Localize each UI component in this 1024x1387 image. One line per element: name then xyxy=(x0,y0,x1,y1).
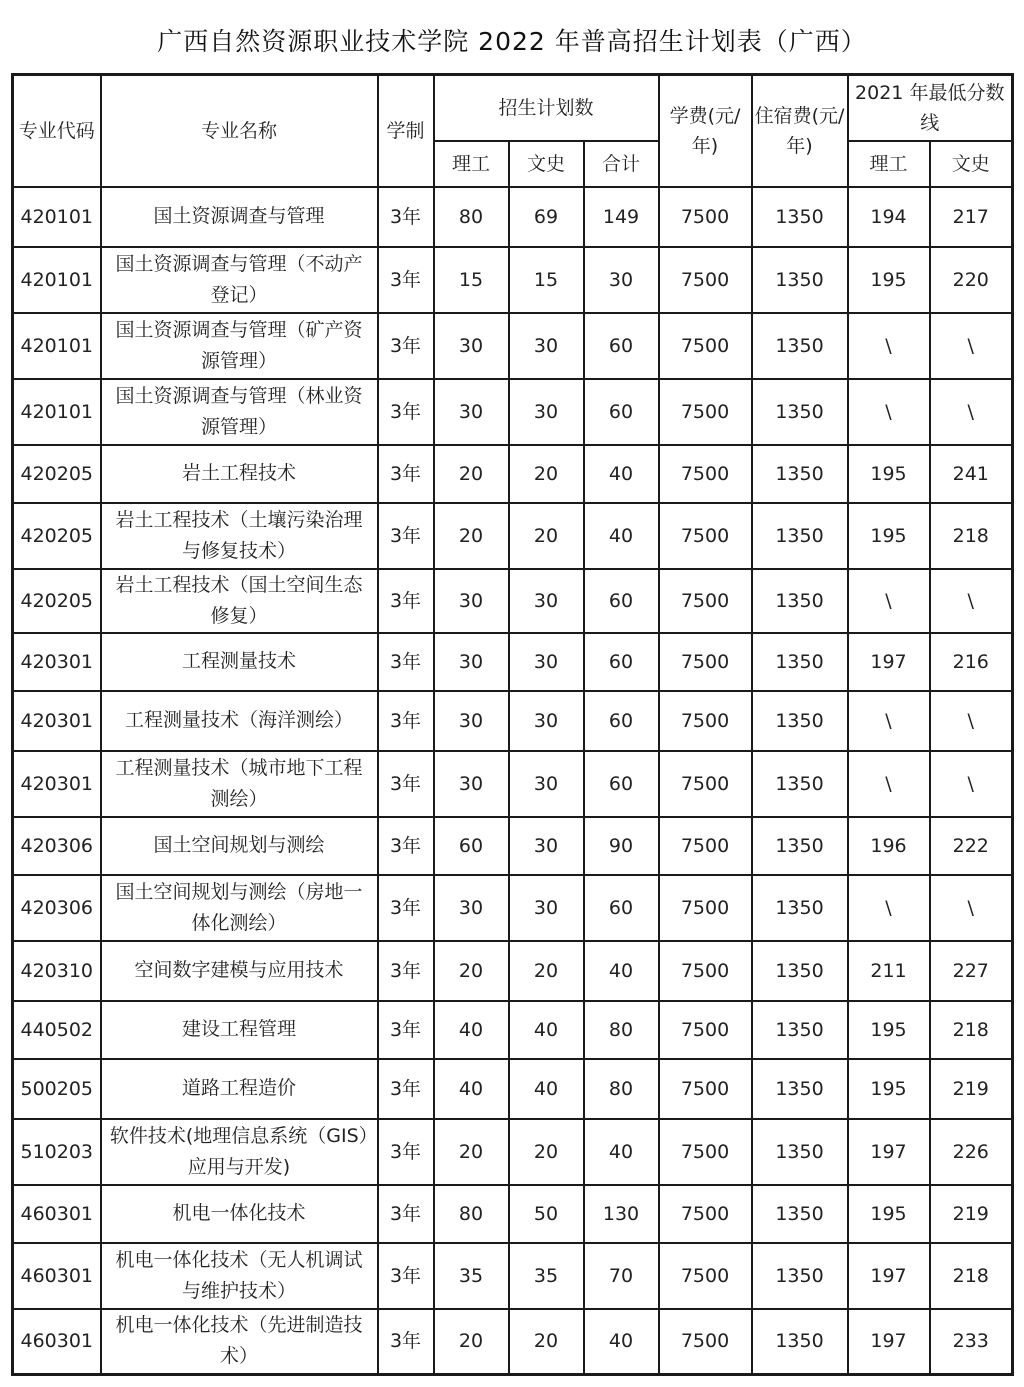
cell-score-science: 197 xyxy=(848,1243,930,1309)
cell-code: 420306 xyxy=(13,875,101,941)
header-row-1 xyxy=(13,75,1013,141)
cell-tuition: 7500 xyxy=(659,313,752,379)
cell-code: 440502 xyxy=(13,1001,101,1059)
cell-total: 30 xyxy=(584,247,659,313)
cell-code: 420306 xyxy=(13,817,101,875)
cell-duration: 3年 xyxy=(378,941,434,1001)
cell-dorm: 1350 xyxy=(752,817,848,875)
cell-science: 80 xyxy=(434,187,509,247)
cell-total: 40 xyxy=(584,445,659,503)
header-plan-arts: 文史 xyxy=(509,141,584,187)
cell-score-arts: 227 xyxy=(930,941,1013,1001)
cell-name: 国土资源调查与管理 xyxy=(101,187,378,247)
cell-arts: 30 xyxy=(509,633,584,691)
table-row xyxy=(13,751,1013,817)
header-dorm: 住宿费(元/年) xyxy=(752,75,848,187)
cell-dorm: 1350 xyxy=(752,247,848,313)
cell-score-science: 195 xyxy=(848,1059,930,1119)
cell-duration: 3年 xyxy=(378,1243,434,1309)
cell-duration: 3年 xyxy=(378,445,434,503)
cell-arts: 50 xyxy=(509,1185,584,1243)
table-row xyxy=(13,817,1013,875)
table-row xyxy=(13,187,1013,247)
cell-score-arts: 219 xyxy=(930,1059,1013,1119)
cell-science: 30 xyxy=(434,633,509,691)
header-plan-science: 理工 xyxy=(434,141,509,187)
cell-score-arts: 233 xyxy=(930,1309,1013,1375)
cell-name: 岩土工程技术 xyxy=(101,445,378,503)
cell-total: 60 xyxy=(584,569,659,633)
table-row xyxy=(13,941,1013,1001)
cell-name: 工程测量技术 xyxy=(101,633,378,691)
cell-dorm: 1350 xyxy=(752,1001,848,1059)
cell-score-arts: \ xyxy=(930,875,1013,941)
cell-total: 60 xyxy=(584,379,659,445)
table-row xyxy=(13,503,1013,569)
cell-total: 90 xyxy=(584,817,659,875)
cell-name: 道路工程造价 xyxy=(101,1059,378,1119)
cell-science: 60 xyxy=(434,817,509,875)
cell-tuition: 7500 xyxy=(659,1059,752,1119)
cell-tuition: 7500 xyxy=(659,941,752,1001)
cell-name: 软件技术(地理信息系统（GIS）应用与开发) xyxy=(101,1119,378,1185)
cell-science: 80 xyxy=(434,1185,509,1243)
table-row xyxy=(13,1309,1013,1375)
cell-arts: 69 xyxy=(509,187,584,247)
cell-arts: 30 xyxy=(509,569,584,633)
cell-arts: 15 xyxy=(509,247,584,313)
cell-dorm: 1350 xyxy=(752,751,848,817)
table-row xyxy=(13,1001,1013,1059)
table-row xyxy=(13,691,1013,751)
cell-code: 420301 xyxy=(13,691,101,751)
cell-code: 420205 xyxy=(13,503,101,569)
cell-arts: 30 xyxy=(509,313,584,379)
cell-science: 30 xyxy=(434,569,509,633)
table-row xyxy=(13,569,1013,633)
cell-science: 30 xyxy=(434,691,509,751)
cell-score-arts: 241 xyxy=(930,445,1013,503)
cell-score-science: \ xyxy=(848,691,930,751)
cell-score-arts: 219 xyxy=(930,1185,1013,1243)
cell-dorm: 1350 xyxy=(752,875,848,941)
cell-score-arts: \ xyxy=(930,379,1013,445)
header-plan-group: 招生计划数 xyxy=(434,75,659,141)
cell-arts: 30 xyxy=(509,817,584,875)
cell-score-arts: 216 xyxy=(930,633,1013,691)
cell-name: 岩土工程技术（土壤污染治理与修复技术） xyxy=(101,503,378,569)
cell-tuition: 7500 xyxy=(659,1185,752,1243)
header-score-science: 理工 xyxy=(848,141,930,187)
cell-arts: 30 xyxy=(509,691,584,751)
cell-name: 国土资源调查与管理（林业资源管理） xyxy=(101,379,378,445)
cell-dorm: 1350 xyxy=(752,1119,848,1185)
cell-dorm: 1350 xyxy=(752,445,848,503)
cell-arts: 30 xyxy=(509,379,584,445)
cell-dorm: 1350 xyxy=(752,691,848,751)
header-score-arts: 文史 xyxy=(930,141,1013,187)
cell-duration: 3年 xyxy=(378,1309,434,1375)
cell-score-arts: 218 xyxy=(930,1243,1013,1309)
cell-score-arts: 218 xyxy=(930,503,1013,569)
cell-total: 60 xyxy=(584,875,659,941)
table-row xyxy=(13,1059,1013,1119)
table-row xyxy=(13,379,1013,445)
cell-tuition: 7500 xyxy=(659,1001,752,1059)
cell-duration: 3年 xyxy=(378,751,434,817)
cell-dorm: 1350 xyxy=(752,941,848,1001)
cell-name: 国土资源调查与管理（不动产登记） xyxy=(101,247,378,313)
cell-code: 500205 xyxy=(13,1059,101,1119)
cell-total: 80 xyxy=(584,1001,659,1059)
cell-code: 420101 xyxy=(13,313,101,379)
table-row xyxy=(13,875,1013,941)
cell-total: 149 xyxy=(584,187,659,247)
cell-tuition: 7500 xyxy=(659,187,752,247)
cell-duration: 3年 xyxy=(378,817,434,875)
cell-tuition: 7500 xyxy=(659,445,752,503)
cell-score-science: 197 xyxy=(848,1119,930,1185)
table-row xyxy=(13,1243,1013,1309)
cell-name: 国土资源调查与管理（矿产资源管理） xyxy=(101,313,378,379)
header-min-score-group: 2021 年最低分数线 xyxy=(848,75,1013,141)
cell-duration: 3年 xyxy=(378,875,434,941)
cell-name: 国土空间规划与测绘（房地一体化测绘） xyxy=(101,875,378,941)
cell-total: 40 xyxy=(584,1119,659,1185)
cell-arts: 40 xyxy=(509,1059,584,1119)
cell-score-arts: \ xyxy=(930,691,1013,751)
cell-name: 岩土工程技术（国土空间生态修复） xyxy=(101,569,378,633)
cell-science: 30 xyxy=(434,313,509,379)
header-name: 专业名称 xyxy=(101,75,378,187)
cell-tuition: 7500 xyxy=(659,633,752,691)
cell-dorm: 1350 xyxy=(752,633,848,691)
cell-score-science: 197 xyxy=(848,1309,930,1375)
cell-code: 460301 xyxy=(13,1185,101,1243)
cell-score-science: 195 xyxy=(848,503,930,569)
cell-score-arts: 226 xyxy=(930,1119,1013,1185)
cell-name: 机电一体化技术 xyxy=(101,1185,378,1243)
cell-code: 460301 xyxy=(13,1243,101,1309)
cell-total: 60 xyxy=(584,751,659,817)
cell-score-science: 195 xyxy=(848,247,930,313)
cell-dorm: 1350 xyxy=(752,1059,848,1119)
cell-arts: 40 xyxy=(509,1001,584,1059)
cell-arts: 30 xyxy=(509,875,584,941)
table-row xyxy=(13,1119,1013,1185)
cell-duration: 3年 xyxy=(378,1119,434,1185)
cell-tuition: 7500 xyxy=(659,1119,752,1185)
cell-tuition: 7500 xyxy=(659,379,752,445)
cell-score-science: \ xyxy=(848,875,930,941)
cell-arts: 20 xyxy=(509,1119,584,1185)
cell-name: 国土空间规划与测绘 xyxy=(101,817,378,875)
cell-name: 工程测量技术（海洋测绘） xyxy=(101,691,378,751)
cell-score-science: \ xyxy=(848,569,930,633)
cell-duration: 3年 xyxy=(378,1001,434,1059)
cell-score-science: 194 xyxy=(848,187,930,247)
cell-score-science: 211 xyxy=(848,941,930,1001)
cell-tuition: 7500 xyxy=(659,1243,752,1309)
cell-score-arts: 220 xyxy=(930,247,1013,313)
cell-score-science: \ xyxy=(848,751,930,817)
cell-science: 15 xyxy=(434,247,509,313)
cell-science: 20 xyxy=(434,1309,509,1375)
cell-code: 420101 xyxy=(13,247,101,313)
cell-dorm: 1350 xyxy=(752,1185,848,1243)
cell-science: 20 xyxy=(434,445,509,503)
cell-science: 30 xyxy=(434,751,509,817)
cell-arts: 20 xyxy=(509,503,584,569)
cell-arts: 35 xyxy=(509,1243,584,1309)
cell-score-science: 195 xyxy=(848,1185,930,1243)
cell-arts: 20 xyxy=(509,445,584,503)
enrollment-plan-table xyxy=(11,73,1014,1376)
cell-duration: 3年 xyxy=(378,187,434,247)
cell-code: 420205 xyxy=(13,445,101,503)
cell-tuition: 7500 xyxy=(659,503,752,569)
cell-arts: 20 xyxy=(509,1309,584,1375)
cell-tuition: 7500 xyxy=(659,1309,752,1375)
cell-duration: 3年 xyxy=(378,569,434,633)
cell-tuition: 7500 xyxy=(659,569,752,633)
cell-score-arts: 217 xyxy=(930,187,1013,247)
cell-science: 30 xyxy=(434,875,509,941)
page-title: 广西自然资源职业技术学院 2022 年普高招生计划表（广西） xyxy=(157,27,867,56)
cell-name: 机电一体化技术（先进制造技术） xyxy=(101,1309,378,1375)
cell-code: 420301 xyxy=(13,633,101,691)
cell-science: 20 xyxy=(434,503,509,569)
cell-name: 工程测量技术（城市地下工程测绘） xyxy=(101,751,378,817)
cell-dorm: 1350 xyxy=(752,313,848,379)
cell-tuition: 7500 xyxy=(659,751,752,817)
cell-score-science: 196 xyxy=(848,817,930,875)
cell-dorm: 1350 xyxy=(752,569,848,633)
cell-duration: 3年 xyxy=(378,313,434,379)
cell-dorm: 1350 xyxy=(752,187,848,247)
table-row xyxy=(13,445,1013,503)
table-row xyxy=(13,1185,1013,1243)
cell-dorm: 1350 xyxy=(752,379,848,445)
cell-code: 460301 xyxy=(13,1309,101,1375)
cell-code: 420310 xyxy=(13,941,101,1001)
cell-code: 420205 xyxy=(13,569,101,633)
cell-total: 70 xyxy=(584,1243,659,1309)
cell-dorm: 1350 xyxy=(752,1309,848,1375)
cell-code: 510203 xyxy=(13,1119,101,1185)
cell-total: 40 xyxy=(584,1309,659,1375)
cell-total: 130 xyxy=(584,1185,659,1243)
cell-science: 20 xyxy=(434,941,509,1001)
cell-tuition: 7500 xyxy=(659,875,752,941)
cell-total: 40 xyxy=(584,941,659,1001)
header-plan-total: 合计 xyxy=(584,141,659,187)
cell-total: 60 xyxy=(584,313,659,379)
table-row xyxy=(13,313,1013,379)
cell-dorm: 1350 xyxy=(752,1243,848,1309)
cell-score-arts: \ xyxy=(930,751,1013,817)
cell-score-arts: 218 xyxy=(930,1001,1013,1059)
cell-tuition: 7500 xyxy=(659,691,752,751)
cell-score-science: \ xyxy=(848,313,930,379)
cell-score-science: 195 xyxy=(848,445,930,503)
cell-arts: 30 xyxy=(509,751,584,817)
cell-duration: 3年 xyxy=(378,691,434,751)
cell-code: 420101 xyxy=(13,379,101,445)
cell-dorm: 1350 xyxy=(752,503,848,569)
table-row xyxy=(13,633,1013,691)
cell-science: 40 xyxy=(434,1001,509,1059)
cell-total: 40 xyxy=(584,503,659,569)
header-code: 专业代码 xyxy=(13,75,101,187)
cell-science: 35 xyxy=(434,1243,509,1309)
cell-score-science: 195 xyxy=(848,1001,930,1059)
cell-score-science: \ xyxy=(848,379,930,445)
cell-science: 40 xyxy=(434,1059,509,1119)
cell-science: 30 xyxy=(434,379,509,445)
cell-tuition: 7500 xyxy=(659,817,752,875)
cell-score-arts: \ xyxy=(930,313,1013,379)
cell-duration: 3年 xyxy=(378,247,434,313)
cell-score-arts: 222 xyxy=(930,817,1013,875)
cell-name: 空间数字建模与应用技术 xyxy=(101,941,378,1001)
cell-code: 420301 xyxy=(13,751,101,817)
cell-total: 60 xyxy=(584,633,659,691)
cell-duration: 3年 xyxy=(378,633,434,691)
header-duration: 学制 xyxy=(378,75,434,187)
cell-duration: 3年 xyxy=(378,1185,434,1243)
table-row xyxy=(13,247,1013,313)
cell-total: 60 xyxy=(584,691,659,751)
cell-arts: 20 xyxy=(509,941,584,1001)
cell-name: 建设工程管理 xyxy=(101,1001,378,1059)
cell-code: 420101 xyxy=(13,187,101,247)
cell-score-arts: \ xyxy=(930,569,1013,633)
cell-tuition: 7500 xyxy=(659,247,752,313)
cell-duration: 3年 xyxy=(378,379,434,445)
cell-score-science: 197 xyxy=(848,633,930,691)
cell-science: 20 xyxy=(434,1119,509,1185)
cell-name: 机电一体化技术（无人机调试与维护技术） xyxy=(101,1243,378,1309)
cell-total: 80 xyxy=(584,1059,659,1119)
header-tuition: 学费(元/年) xyxy=(659,75,752,187)
cell-duration: 3年 xyxy=(378,1059,434,1119)
cell-duration: 3年 xyxy=(378,503,434,569)
